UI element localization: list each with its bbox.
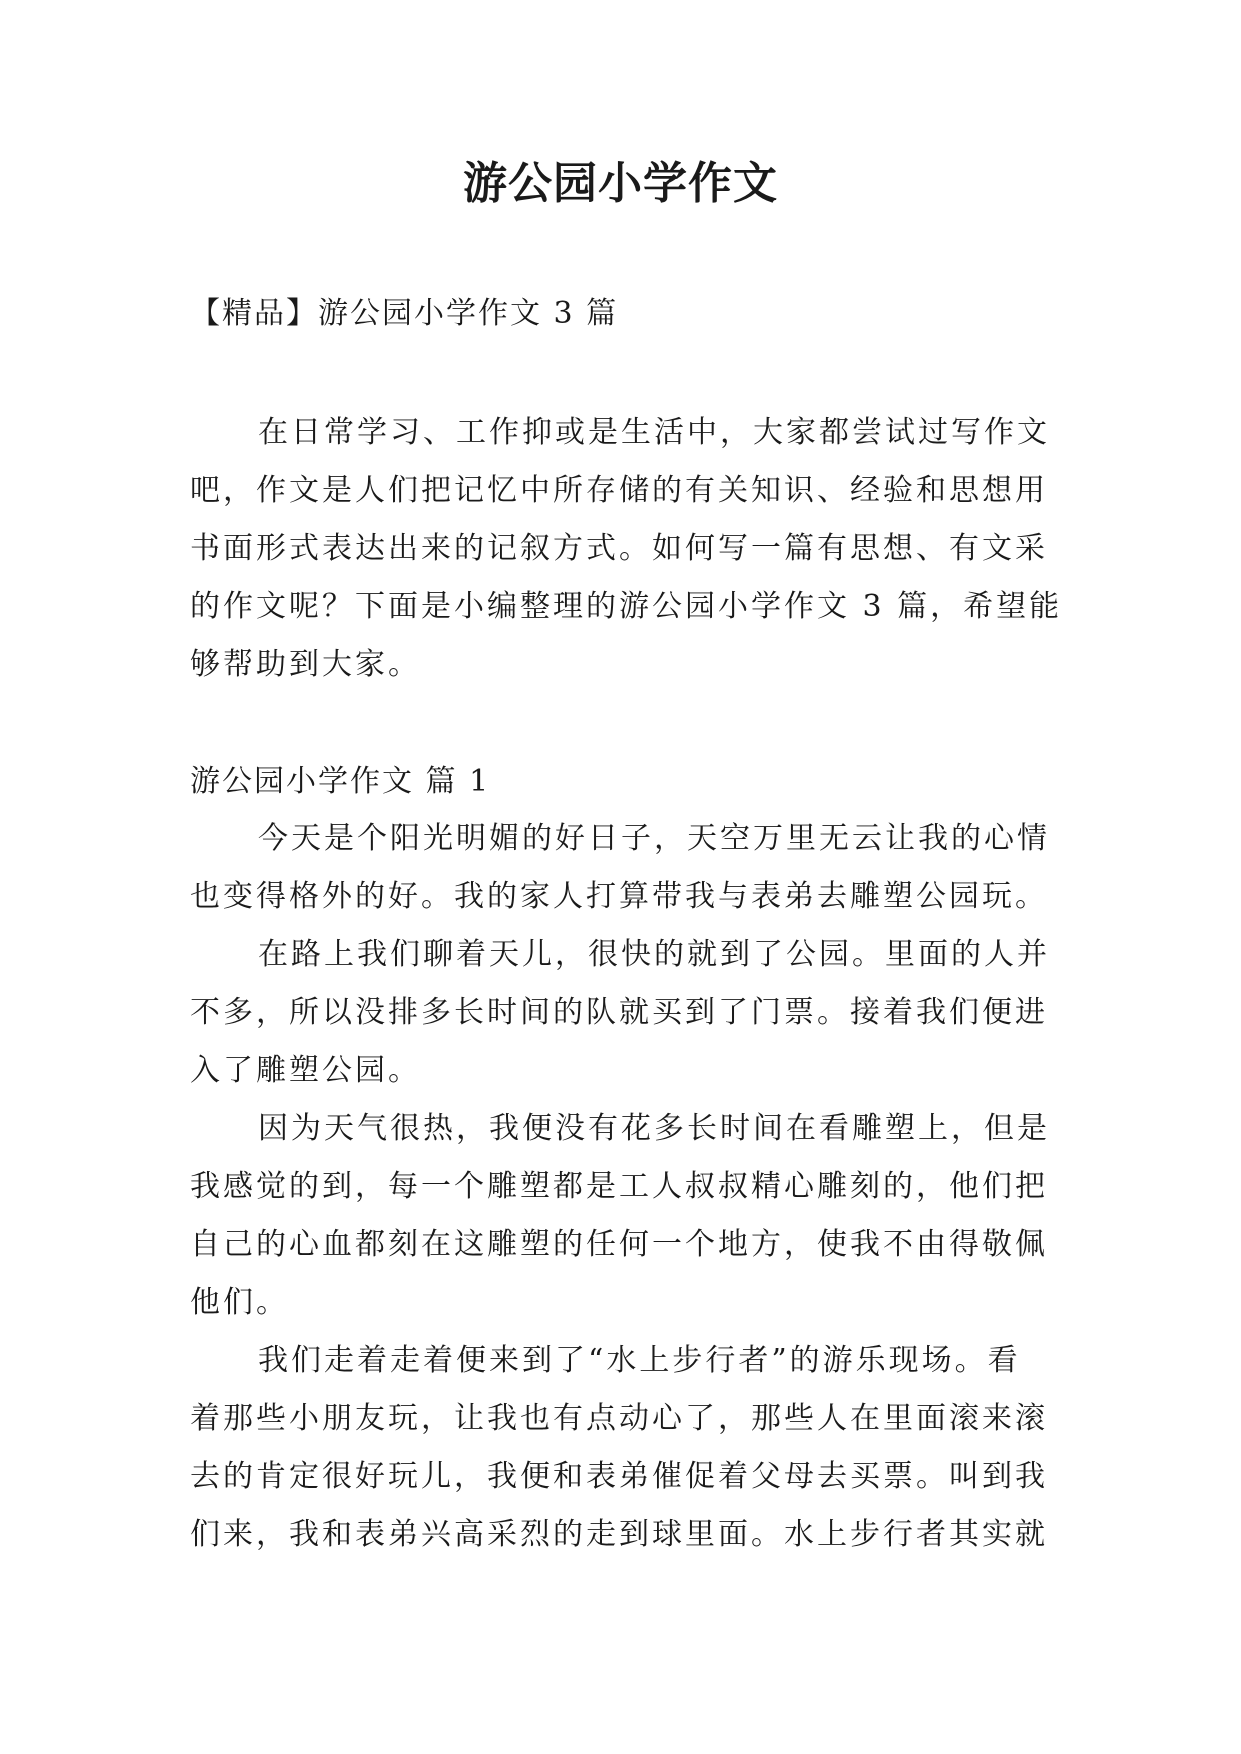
body-line: 今天是个阳光明媚的好日子，天空万里无云让我的心情 (258, 821, 1050, 856)
body-line: 们来，我和表弟兴高采烈的走到球里面。水上步行者其实就 (190, 1517, 1048, 1552)
section-heading: 游公园小学作文 篇 1 (190, 764, 491, 799)
body-line: 我感觉的到，每一个雕塑都是工人叔叔精心雕刻的，他们把 (190, 1169, 1048, 1204)
intro-line: 够帮助到大家。 (190, 647, 421, 682)
body-line: 不多，所以没排多长时间的队就买到了门票。接着我们便进 (190, 995, 1048, 1030)
intro-line: 吧，作文是人们把记忆中所存储的有关知识、经验和思想用 (190, 473, 1048, 508)
intro-line: 的作文呢？下面是小编整理的游公园小学作文 3 篇，希望能 (190, 589, 1063, 624)
body-line: 自己的心血都刻在这雕塑的任何一个地方，使我不由得敬佩 (190, 1227, 1048, 1262)
body-line: 在路上我们聊着天儿，很快的就到了公园。里面的人并 (258, 937, 1050, 972)
body-line: 也变得格外的好。我的家人打算带我与表弟去雕塑公园玩。 (190, 879, 1048, 914)
document-subtitle: 【精品】游公园小学作文 3 篇 (190, 296, 619, 331)
intro-line: 在日常学习、工作抑或是生活中，大家都尝试过写作文 (258, 415, 1050, 450)
body-line: 我们走着走着便来到了“水上步行者”的游乐现场。看 (258, 1343, 1021, 1378)
essay-body (190, 810, 1060, 1564)
body-line: 入了雕塑公园。 (190, 1053, 421, 1088)
intro-paragraph (190, 404, 1063, 694)
body-line: 去的肯定很好玩儿，我便和表弟催促着父母去买票。叫到我 (190, 1459, 1048, 1494)
body-line: 着那些小朋友玩，让我也有点动心了，那些人在里面滚来滚 (190, 1401, 1048, 1436)
document-title: 游公园小学作文 (463, 158, 778, 209)
body-line: 因为天气很热，我便没有花多长时间在看雕塑上，但是 (258, 1111, 1050, 1146)
intro-line: 书面形式表达出来的记叙方式。如何写一篇有思想、有文采 (190, 531, 1048, 566)
body-line: 他们。 (190, 1285, 289, 1320)
